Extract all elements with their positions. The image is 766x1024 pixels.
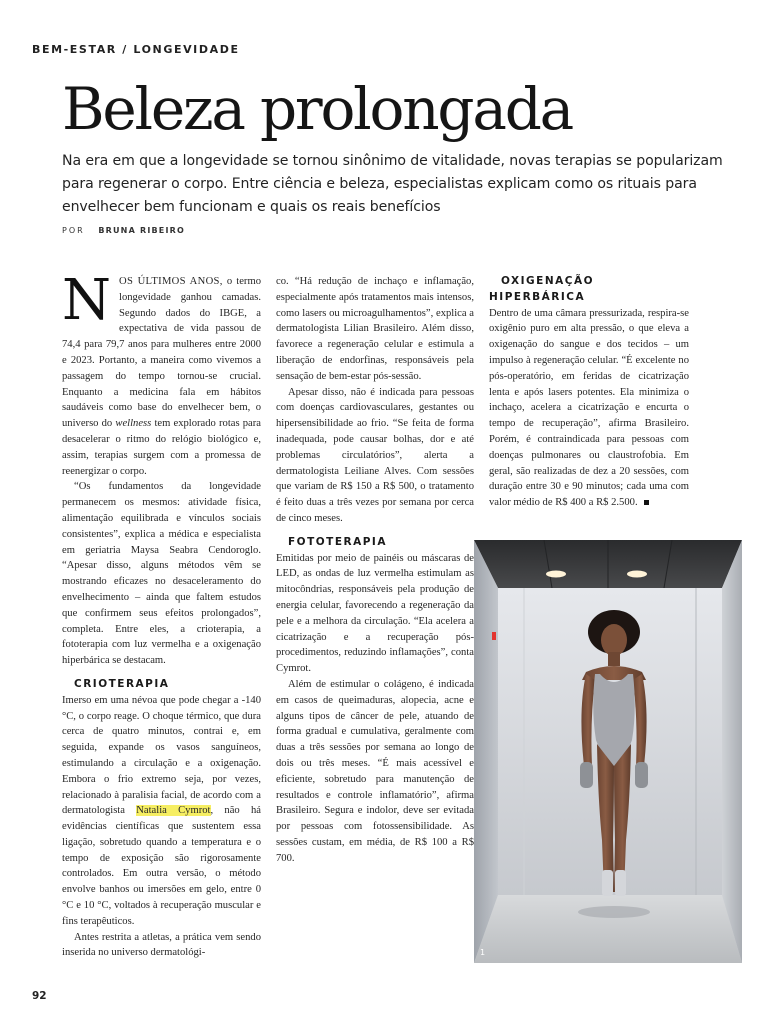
body-paragraph: Emitidas por meio de painéis ou máscaras de LED, as ondas de luz vermelha estimulam as mitocôndrias, responsáveis pela produção de energia celular, favorecendo a regeneração da pele e a melhora da circulação. “Ela acelera a cicatrização e a recuperação pós-procedimentos, reduzindo inflamações”, conta Cymrot. (276, 552, 474, 675)
byline (62, 226, 185, 235)
subheading-fototerapia: FOTOTERAPIA (288, 535, 387, 548)
end-mark-icon (644, 500, 649, 505)
drop-cap: N (62, 268, 111, 333)
body-paragraph: “Os fundamentos da longevidade permanecem os mesmos: atividade física, alimentação equilibrada e vínculos sociais consistentes”, explica a médica e especialista em geriatria Maysa Seabra Cendoroglo. “Apesar disso, alguns métodos vêm se mostrando eficazes no desaceleramento do envelhecimento – ainda que faltem estudos que confirmem seus efeitos prolongados”, completa. Entre eles, a crioterapia, a fototerapia com luz vermelha e a oxigenação hiperbárica se destacam. (62, 481, 261, 667)
article-headline: Beleza prolongada (62, 75, 573, 143)
body-paragraph: Além de estimular o colágeno, é indicada em casos de queimaduras, alopecia, acne e alguns tipos de câncer de pele, atuando de forma gradual e cumulativa, geralmente com duas a três sessões por semana ao longo de dois ou três meses. “É mais acessível e eficiente, sobretudo para manutenção de resultados e controle inflamatório”, afirma Brasileiro. Segura e indolor, deve ser evitada por pessoas com fotossensibilidade. As sessões custam, em média, de R$ 100 a R$ 700. (276, 678, 474, 864)
article-standfirst: Na era em que a longevidade se tornou sinônimo de vitalidade, novas terapias se popularizam para regenerar o corpo. Entre ciência e beleza, especialistas explicam como os rituais para envelhecer bem funcionam e quais os reais benefícios (62, 153, 723, 215)
column-2 (276, 274, 474, 866)
column-1 (62, 268, 262, 961)
subheading-crioterapia: CRIOTERAPIA (74, 677, 170, 690)
body-paragraph: Apesar disso, não é indicada para pessoas com doenças cardiovasculares, gestantes ou hipersensibilidade ao frio. “Se feita de forma inadequada, pode causar bolhas, dor e até problemas circulatórios”, alerta a dermatologista Leiliane Alves. Com sessões que variam de R$ 150 a R$ 500, o tratamento é feito duas a três vezes por semana por cerca de cinco meses. (276, 386, 474, 524)
paragraph-text: o termo longevidade ganhou camadas. Segundo dados do IBGE, a expectativa de vida passou de 74,4 para 79,7 anos para mulheres entre 2000 e 2023. Portanto, a maneira como vivemos a passagem do tempo tornou-se crucial. Enquanto a medicina fala em hábitos saudáveis como base do envelhecer bem, o universo do (62, 276, 261, 430)
body-paragraph (62, 268, 261, 479)
body-paragraph (489, 306, 689, 511)
byline-author: BRUNA RIBEIRO (98, 226, 185, 235)
lead-in: OS ÚLTIMOS ANOS, (119, 276, 223, 287)
paragraph-text: Dentro de uma câmara pressurizada, respira-se oxigênio puro em alta pressão, o que eleva a oxigenação do sangue e dos tecidos – um impulso à regeneração celular. “É excelente no pós-operatório, em feridas de cicatrização lenta e após lasers potentes. Ela minimiza o inchaço, acelera a cicatrização e encurta o tempo de recuperação”, afirma Brasileiro. Porém, é contraindicada para pessoas com doenças pulmonares ou claustrofobia. Em geral, são realizadas de dez a 20 sessões, com duração entre 30 e 90 minutos; cada uma com valor médio de R$ 400 a R$ 2.500. (489, 307, 689, 509)
body-paragraph: Antes restrita a atletas, a prática vem sendo inserida no universo dermatológi- (62, 931, 261, 959)
paragraph-text: tem explorado rotas para desacelerar o ritmo do relógio biológico e, assim, terapias surgem com a promessa de reenergizar o corpo. (62, 418, 261, 477)
paragraph-text: , não há evidências científicas que sustentem essa ligação, sobretudo quando a temperatura e o tempo de exposição são rigorosamente controlados. Em outra versão, o método envolve banhos ou imersões em gelo, entre 0 °C e 10 °C, voltados à recuperação muscular e fins terapêuticos. (62, 805, 262, 927)
paragraph-text: Imerso em uma névoa que pode chegar a -140 °C, o corpo reage. O choque térmico, que dura cerca de quatro minutos, contrai e, em seguida, expande os vasos sanguíneos, estimulando a circulação e a oxigenação. Embora o frio extremo seja, por vezes, relacionado à paralisia facial, de acordo com a dermatologista (62, 694, 261, 817)
article-photo (474, 540, 742, 963)
subheading-oxigenacao: OXIGENAÇÃO HIPERBÁRICA (489, 275, 595, 303)
cryo-chamber-illustration (474, 540, 742, 963)
highlighted-name: Natalia Cymrot (136, 805, 211, 817)
photo-number: 1 (480, 948, 486, 957)
column-3 (489, 274, 689, 511)
emphasis-text: wellness (115, 418, 152, 430)
body-paragraph: co. “Há redução de inchaço e inflamação, especialmente após tratamentos mais intensos, como lasers ou microagulhamentos”, explica a dermatologista Lilian Brasileiro. Além disso, favorece a regeneração celular e estimula a liberação de endorfinas, responsáveis pela sensação de bem-estar pós-sessão. (276, 276, 474, 382)
byline-prefix: POR (62, 226, 85, 235)
section-label: BEM-ESTAR / LONGEVIDADE (32, 43, 240, 56)
page-number: 92 (32, 990, 47, 1002)
body-paragraph (62, 693, 261, 930)
